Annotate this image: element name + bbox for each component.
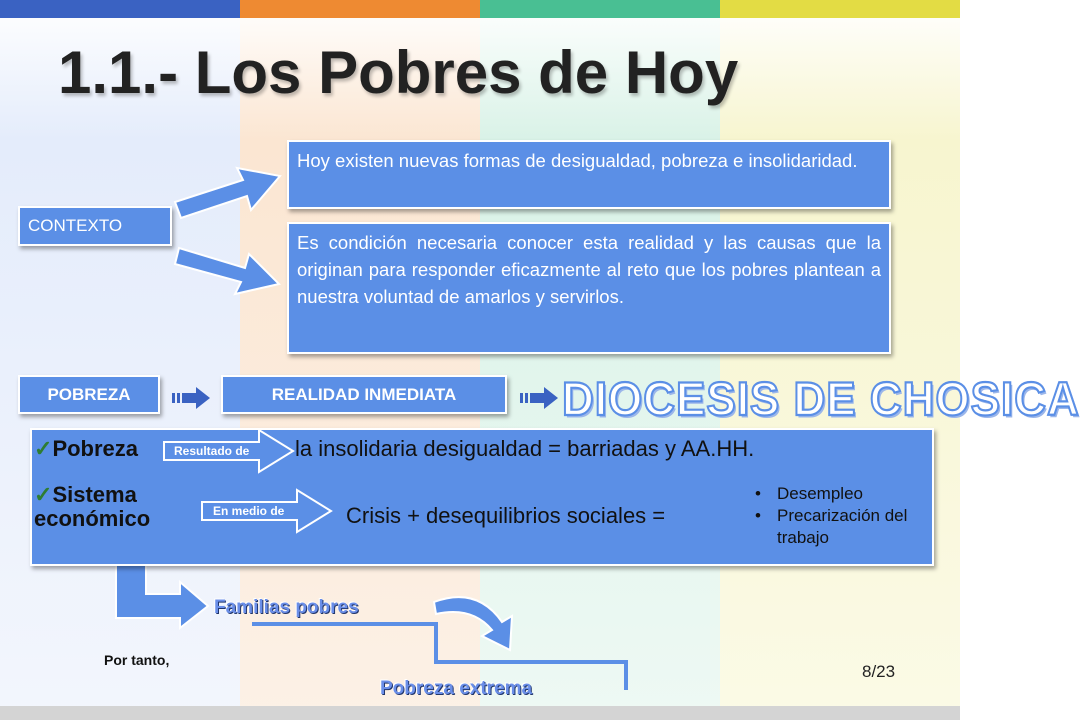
- list-item: • Desempleo: [755, 483, 927, 505]
- consequences-list: [755, 483, 927, 549]
- realidad-inmediata-box: [221, 375, 507, 414]
- list-item: • Precarización del trabajo: [755, 505, 927, 549]
- background-column-yellow: [720, 0, 960, 720]
- top-band-blue: [0, 0, 240, 18]
- sistema-row-label: Sistema económico: [34, 482, 151, 531]
- chain-arrow-2-icon: [520, 386, 560, 410]
- statement-box-1: [287, 140, 891, 209]
- contexto-label: CONTEXTO: [28, 216, 123, 235]
- familias-pobres-label: Familias pobres: [214, 597, 359, 618]
- statement-box-2: [287, 222, 891, 354]
- realidad-inmediata-label: REALIDAD INMEDIATA: [271, 384, 457, 404]
- checkmark-icon: ✓: [34, 482, 53, 507]
- en-medio-connector: En medio de: [213, 504, 285, 518]
- chain-arrow-1-icon: [172, 386, 212, 410]
- top-band-green: [480, 0, 720, 18]
- pobreza-row-label: Pobreza: [52, 436, 139, 461]
- slide-title: 1.1.- Los Pobres de Hoy: [58, 39, 739, 106]
- row-1-text: la insolidaria desigualdad = barriadas y AA.HH.: [295, 436, 755, 461]
- top-band-orange: [240, 0, 480, 18]
- top-band-yellow: [720, 0, 960, 18]
- flow-down-right-arrow-icon: [112, 560, 212, 630]
- checkmark-icon: ✓: [34, 436, 53, 461]
- pobreza-label: POBREZA: [47, 384, 131, 404]
- page-number: 8/23: [862, 662, 896, 681]
- statement-2-text: Es condición necesaria conocer esta realidad y las causas que la originan para responder eficazmente al reto que los pobres plantean a nuestra voluntad de amarlos y servirlos.: [297, 232, 881, 307]
- pobreza-extrema-label: Pobreza extrema: [380, 678, 533, 699]
- arrow-down-right-icon: [175, 240, 285, 300]
- diocesis-heading: DIOCESIS DE CHOSICA: [562, 373, 1080, 426]
- arrow-up-right-icon: [175, 158, 285, 228]
- contexto-box: [18, 206, 172, 246]
- por-tanto-label: Por tanto,: [104, 652, 170, 668]
- resultado-connector: Resultado de: [174, 444, 250, 458]
- bottom-bar: [0, 706, 960, 720]
- row-2-text: Crisis + desequilibrios sociales =: [346, 503, 666, 528]
- row-pobreza-label: [34, 437, 138, 461]
- row-sistema-label: [34, 483, 174, 531]
- statement-1-text: Hoy existen nuevas formas de desigualdad, pobreza e insolidaridad.: [297, 150, 858, 171]
- pobreza-box: [18, 375, 160, 414]
- curved-arrow-icon: [432, 592, 522, 654]
